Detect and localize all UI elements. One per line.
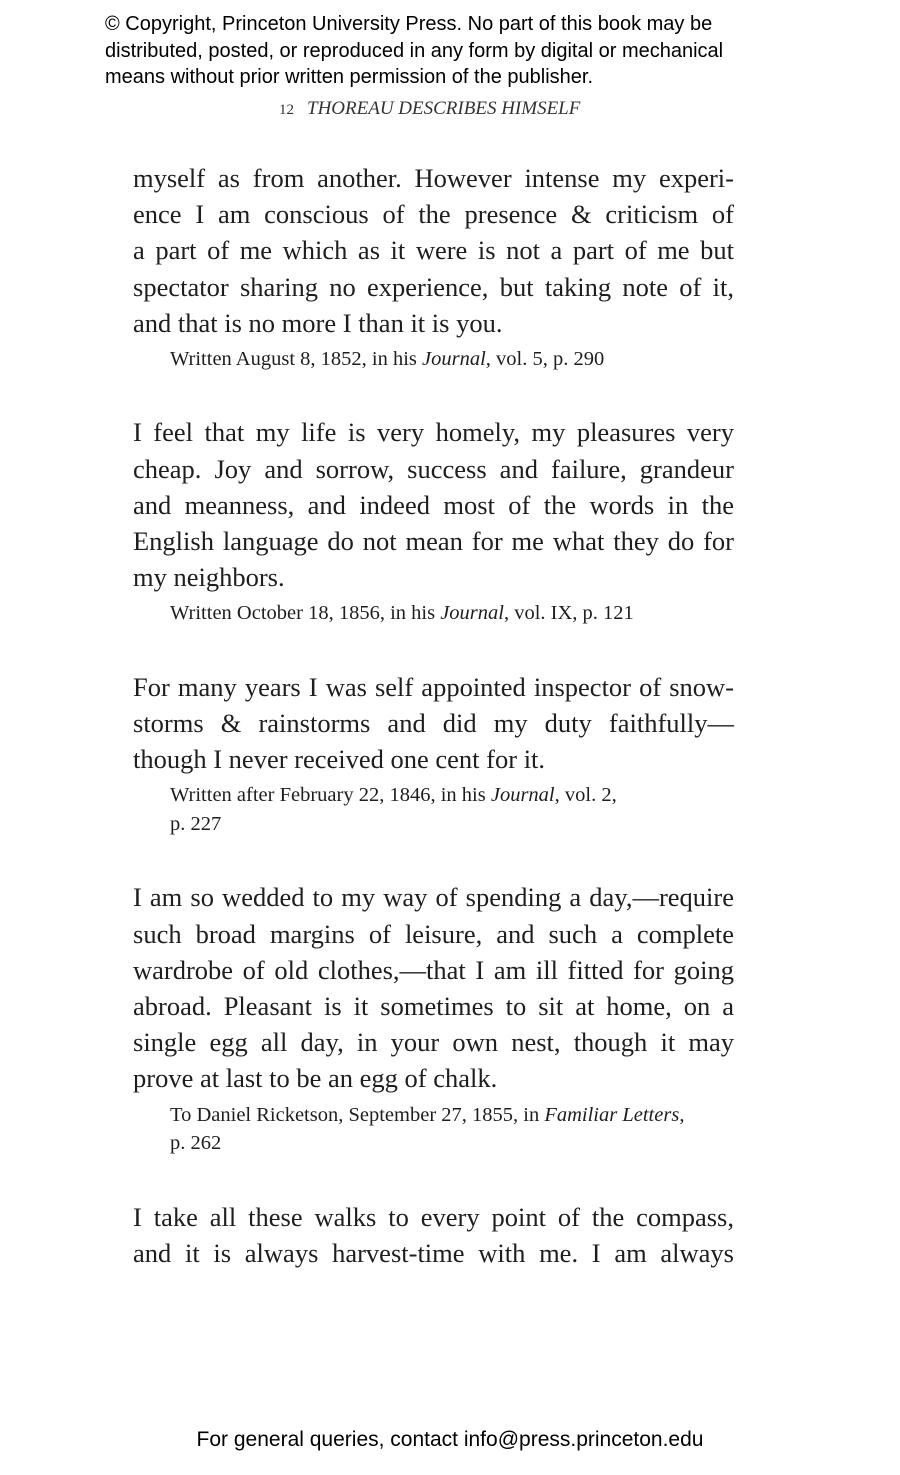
quote-line: myself as from another. However intense my experi-	[133, 163, 734, 193]
source-text: ,	[679, 1103, 685, 1126]
source-title: Journal	[490, 784, 555, 807]
quote-block	[133, 1199, 734, 1271]
quote-line: my neighbors.	[133, 562, 285, 593]
quote-line: a part of me which as it were is not a part of me but	[133, 235, 734, 266]
quote-block	[133, 160, 734, 341]
quote-line: For many years I was self appointed inspector of snow-	[133, 671, 734, 702]
quote-line: I take all these walks to every point of the compass,	[133, 1201, 734, 1232]
quote-line: single egg all day, in your own nest, though it may	[133, 1027, 734, 1058]
quote-line: storms & rainstorms and did my duty faithfully—	[133, 708, 734, 739]
quote-source	[170, 345, 734, 374]
copyright-line: © Copyright, Princeton University Press. No part of this book may be	[105, 13, 713, 35]
source-title: Familiar Letters	[544, 1103, 680, 1126]
source-text: p. 262	[170, 1132, 222, 1155]
quote-line: abroad. Pleasant is it sometimes to sit at home, on a	[133, 991, 734, 1021]
quote-line: though I never received one cent for it.	[133, 744, 546, 775]
source-text: Written October 18, 1856, in his	[170, 602, 441, 625]
copyright-line: means without prior written permission of the publisher.	[105, 66, 594, 88]
source-title: Journal	[440, 602, 504, 625]
running-head	[279, 98, 580, 120]
page-number: 12	[279, 102, 294, 118]
page-body	[133, 160, 734, 1271]
source-text: , vol. IX, p. 121	[503, 602, 634, 625]
quote-line: spectator sharing no experience, but taking note of it,	[133, 271, 734, 302]
quote-source	[170, 781, 734, 838]
quote-line: I feel that my life is very homely, my pleasures very	[133, 417, 734, 448]
quote-block	[133, 414, 734, 595]
quote-line: and that is no more I than it is you.	[133, 307, 503, 338]
quote-line: I am so wedded to my way of spending a day,—require	[133, 882, 734, 913]
quote-line: prove at last to be an egg of chalk.	[133, 1063, 498, 1094]
copyright-notice	[105, 11, 865, 91]
source-text: To Daniel Ricketson, September 27, 1855, in	[170, 1103, 545, 1126]
copyright-line: distributed, posted, or reproduced in any form by digital or mechanical	[105, 39, 724, 62]
source-text: , vol. 5, p. 290	[485, 347, 605, 370]
running-title: THOREAU DESCRIBES HIMSELF	[307, 98, 581, 119]
quote-line: ence I am conscious of the presence & criticism of	[133, 199, 734, 230]
quote-line: wardrobe of old clothes,—that I am ill fitted for going	[133, 954, 734, 985]
quote-line: and it is always harvest-time with me. I am always	[133, 1237, 734, 1268]
quote-line: such broad margins of leisure, and such a complete	[133, 918, 734, 949]
quote-line: and meanness, and indeed most of the words in the	[133, 489, 734, 520]
footer-contact: For general queries, contact info@press.princeton.edu	[196, 1428, 704, 1451]
source-title: Journal	[422, 347, 486, 370]
source-text: Written after February 22, 1846, in his	[170, 784, 491, 807]
quote-source	[170, 1101, 734, 1158]
quote-block	[133, 879, 734, 1096]
source-text: , vol. 2,	[554, 784, 617, 807]
quote-line: English language do not mean for me what they do for	[133, 526, 734, 556]
quote-source	[170, 599, 734, 628]
source-text: Written August 8, 1852, in his	[170, 347, 423, 370]
source-text: p. 227	[170, 812, 222, 835]
quote-block	[133, 669, 734, 778]
quote-line: cheap. Joy and sorrow, success and failure, grandeur	[133, 453, 734, 484]
